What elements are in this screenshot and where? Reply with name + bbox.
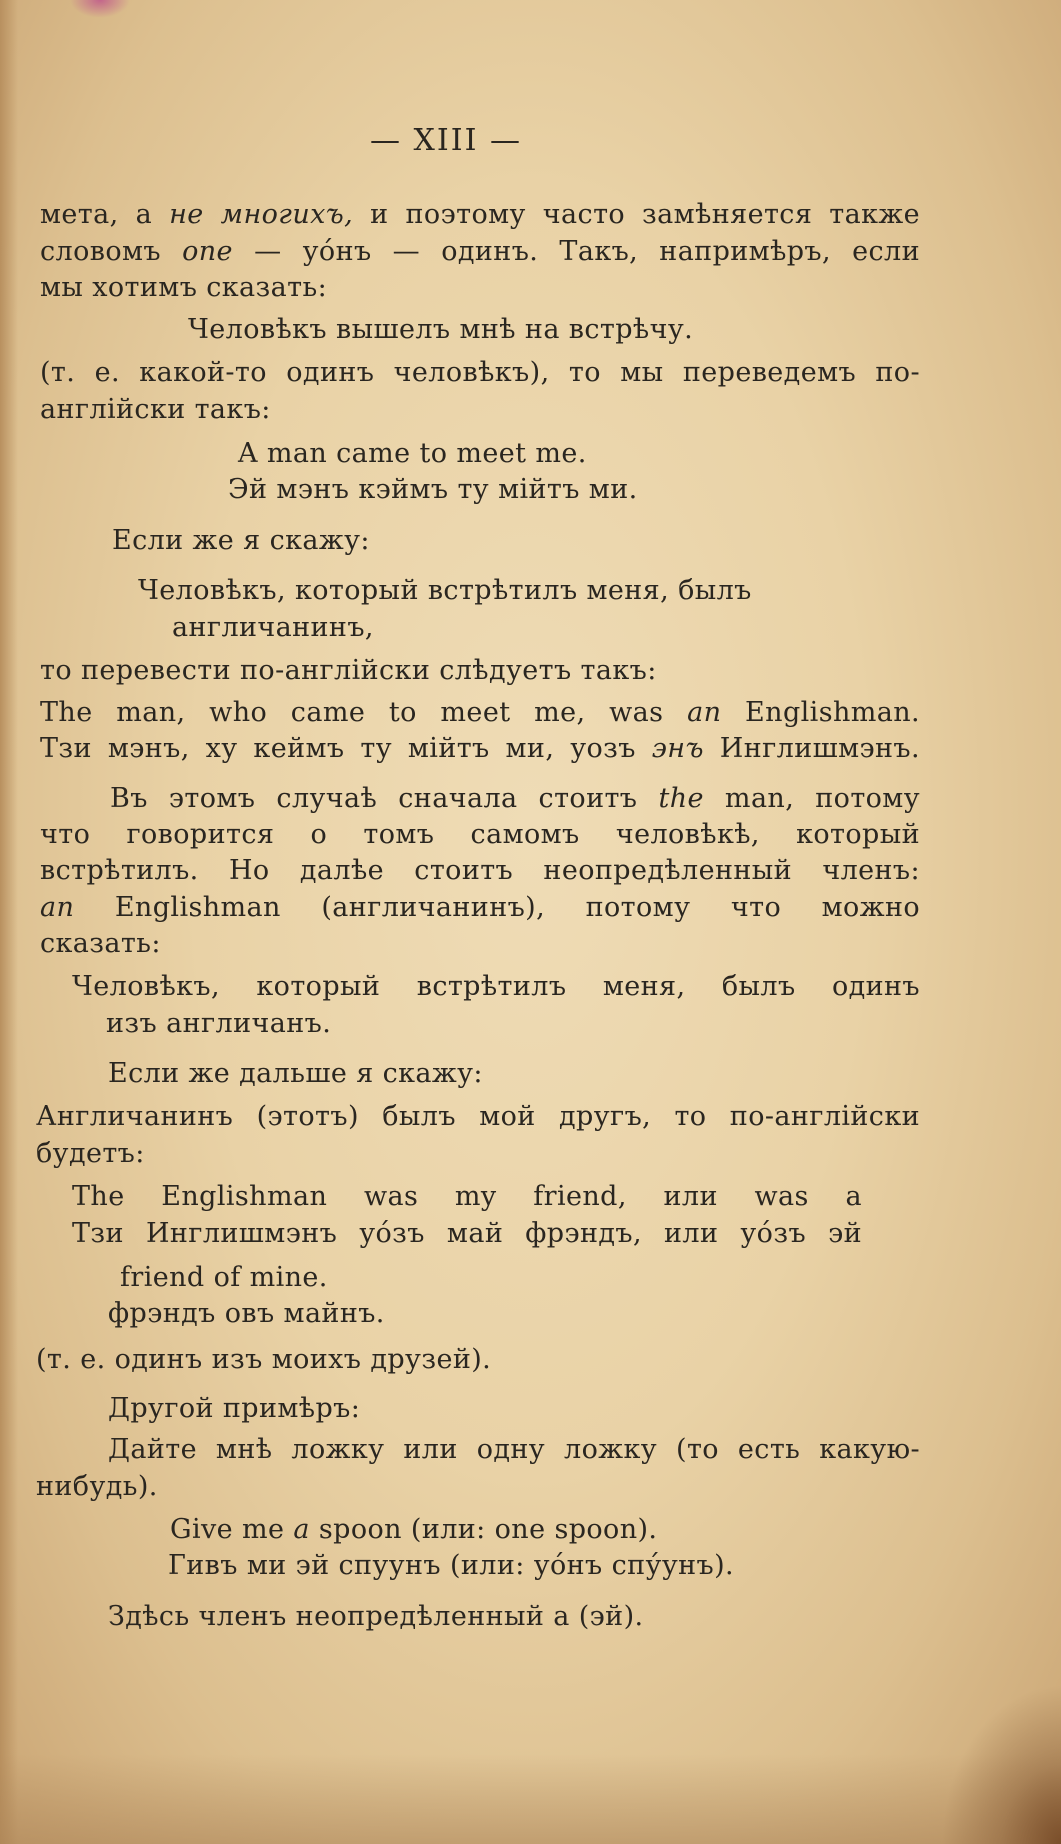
example-english [72, 1180, 862, 1214]
text-segment: мы хотимъ сказать: [40, 272, 328, 303]
example-russian [188, 313, 693, 347]
text-segment: (т. е. какой-то одинъ человѣкъ), то мы переведемъ по- [40, 357, 920, 388]
text-segment: friend of mine. [120, 1262, 328, 1293]
text-segment: Гивъ ми эй спуунъ (или: уо́нъ спу́унъ). [168, 1550, 734, 1581]
text-segment: (т. е. одинъ изъ моихъ друзей). [36, 1344, 492, 1375]
ink-stain [70, 0, 130, 18]
text-line [108, 1600, 644, 1634]
italic-text: an [40, 892, 75, 923]
text-line [40, 271, 327, 305]
example-english [40, 696, 920, 730]
text-line [40, 198, 920, 232]
text-line [40, 818, 920, 852]
text-segment: Англичанинъ (этотъ) былъ мой другъ, то по-англійски [36, 1101, 920, 1132]
italic-text: энъ [651, 733, 704, 764]
text-line [40, 854, 920, 888]
text-segment: Эй мэнъ кэймъ ту мійтъ ми. [228, 474, 638, 505]
text-segment: Если же дальше я скажу: [108, 1058, 483, 1089]
text-segment: Въ этомъ случаѣ сначала стоитъ [110, 783, 659, 814]
text-segment: фрэндъ овъ майнъ. [108, 1298, 385, 1329]
example-transcription [108, 1297, 385, 1331]
text-segment: The Englishman was my friend, или was a [72, 1181, 862, 1212]
text-segment: spoon (или: one spoon). [309, 1514, 658, 1545]
page-edge-shadow [0, 0, 18, 1844]
text-line [40, 927, 161, 961]
corner-stain [941, 1684, 1061, 1844]
italic-text: не многихъ, [169, 199, 354, 230]
page-bottom-shadow [0, 1754, 1061, 1844]
text-line [36, 1343, 491, 1377]
example-transcription [228, 473, 638, 507]
example-russian [138, 574, 752, 608]
page-number-header: — XIII — [370, 123, 522, 158]
text-segment: Человѣкъ вышелъ мнѣ на встрѣчу. [188, 314, 694, 345]
example-english [120, 1261, 328, 1295]
text-segment: man, потому [703, 783, 920, 814]
text-line [40, 235, 920, 269]
example-russian [36, 1470, 158, 1504]
text-segment: мета, а [40, 199, 170, 230]
text-segment: Тзи мэнъ, ху кеймъ ту мійтъ ми, уозъ [40, 733, 652, 764]
text-line [110, 782, 920, 816]
text-line [108, 1057, 483, 1091]
text-line [40, 393, 271, 427]
text-segment: сказать: [40, 928, 161, 959]
text-segment: Give me [170, 1514, 294, 1545]
text-segment: — уо́нъ — одинъ. Такъ, напримѣръ, если [232, 236, 920, 267]
example-russian [108, 1433, 920, 1467]
text-line [40, 356, 920, 390]
text-segment: Тзи Инглишмэнъ уо́зъ май фрэндъ, или уо́зъ эй [72, 1218, 862, 1249]
text-line [36, 1100, 920, 1134]
text-segment: Человѣкъ, который встрѣтилъ меня, былъ [138, 575, 752, 606]
text-segment: англичанинъ, [172, 612, 374, 643]
example-russian [72, 970, 920, 1004]
text-segment: словомъ [40, 236, 183, 267]
text-segment: Другой примѣръ: [108, 1393, 361, 1424]
text-segment: и поэтому часто замѣняется также [353, 199, 920, 230]
text-segment: что говорится о томъ самомъ человѣкѣ, который [40, 819, 920, 850]
text-line [112, 524, 370, 558]
text-segment: Здѣсь членъ неопредѣленный a (эй). [108, 1601, 644, 1632]
text-line [36, 1137, 145, 1171]
example-english [238, 437, 587, 471]
text-segment: будетъ: [36, 1138, 145, 1169]
text-line [40, 891, 920, 925]
example-transcription [72, 1217, 862, 1251]
italic-text: one [182, 236, 233, 267]
example-transcription [40, 732, 920, 766]
text-segment: Инглишмэнъ. [703, 733, 920, 764]
text-segment: Если же я скажу: [112, 525, 370, 556]
text-segment: встрѣтилъ. Но далѣе стоитъ неопредѣленный членъ: [40, 855, 920, 886]
italic-text: an [687, 697, 722, 728]
text-segment: Человѣкъ, который встрѣтилъ меня, былъ одинъ [72, 971, 920, 1002]
text-segment: то перевести по-англійски слѣдуетъ такъ: [40, 655, 657, 686]
text-segment: The man, who came to meet me, was [40, 697, 688, 728]
text-segment: англійски такъ: [40, 394, 271, 425]
text-line [40, 654, 657, 688]
example-english [170, 1513, 657, 1547]
text-segment: изъ англичанъ. [106, 1008, 332, 1039]
example-russian [106, 1007, 331, 1041]
text-segment: Englishman (англичанинъ), потому что можно [74, 892, 920, 923]
italic-text: a [293, 1514, 310, 1545]
example-transcription [168, 1549, 734, 1583]
text-segment: нибудь). [36, 1471, 158, 1502]
text-segment: Дайте мнѣ ложку или одну ложку (то есть какую- [108, 1434, 920, 1465]
text-segment: Englishman. [721, 697, 921, 728]
text-line [108, 1392, 360, 1426]
text-segment: A man came to meet me. [238, 438, 587, 469]
italic-text: the [658, 783, 704, 814]
example-russian [172, 611, 374, 645]
